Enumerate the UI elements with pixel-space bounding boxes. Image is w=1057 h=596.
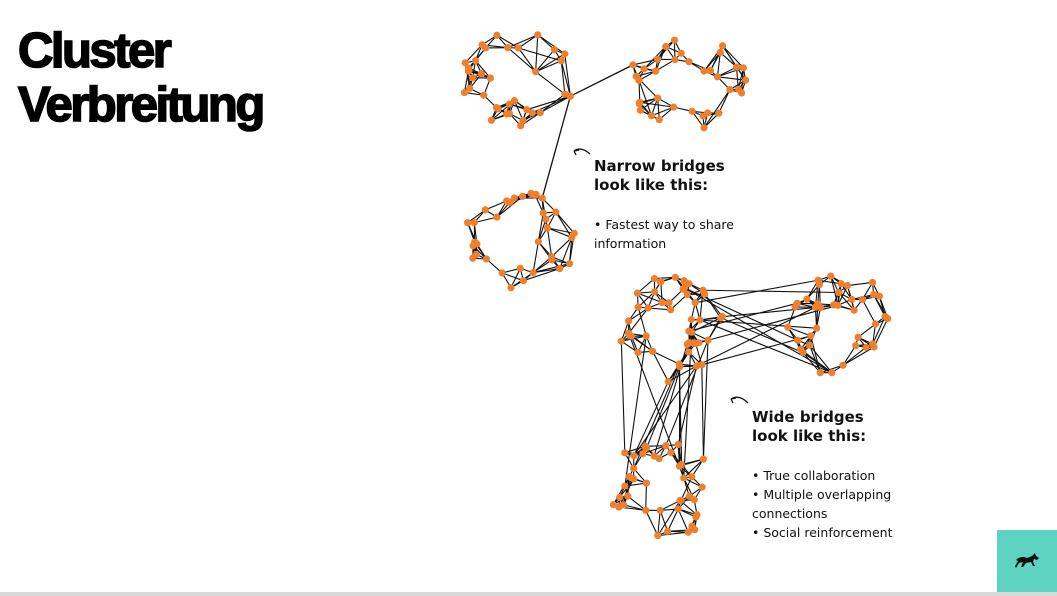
node	[676, 497, 683, 504]
node	[735, 86, 742, 93]
node	[462, 59, 469, 66]
curved-arrow-icon	[574, 149, 590, 154]
node	[664, 528, 671, 535]
node	[848, 296, 855, 303]
wide-bullet-2: • Multiple overlapping	[752, 487, 892, 502]
node	[838, 280, 845, 287]
node	[630, 452, 637, 459]
node	[649, 348, 656, 355]
node	[487, 74, 494, 81]
node	[648, 112, 655, 119]
node	[698, 361, 705, 368]
edge	[565, 54, 571, 96]
node	[625, 317, 632, 324]
node	[844, 282, 851, 289]
node	[461, 89, 468, 96]
node	[657, 278, 664, 285]
node	[685, 328, 692, 335]
node	[539, 194, 546, 201]
edge	[843, 347, 866, 365]
node	[464, 219, 471, 226]
node	[618, 338, 625, 345]
network-diagram	[440, 10, 920, 560]
edge	[719, 90, 730, 114]
edge	[704, 90, 730, 128]
node	[561, 50, 568, 57]
node	[478, 70, 485, 77]
node	[817, 369, 824, 376]
node	[630, 465, 637, 472]
node	[680, 286, 687, 293]
node	[803, 296, 810, 303]
node	[519, 193, 526, 200]
node	[707, 67, 714, 74]
edge	[646, 510, 658, 535]
node	[726, 86, 733, 93]
clusters	[461, 31, 892, 539]
edge	[536, 72, 565, 95]
node	[859, 296, 866, 303]
node	[493, 104, 500, 111]
node	[567, 93, 574, 100]
horse-logo-icon	[1014, 551, 1040, 571]
bottom-rule	[0, 592, 1057, 596]
node	[478, 41, 485, 48]
narrow-bullet-1: • Fastest way to share	[594, 217, 734, 232]
edge	[843, 347, 874, 365]
node	[862, 344, 869, 351]
node	[835, 289, 842, 296]
node	[665, 378, 672, 385]
node	[678, 50, 685, 57]
node	[636, 99, 643, 106]
node	[740, 64, 747, 71]
node	[719, 42, 726, 49]
edge	[717, 68, 743, 77]
cluster-narrow-top-right	[629, 37, 749, 132]
node	[671, 56, 678, 63]
node	[814, 300, 821, 307]
node	[876, 293, 883, 300]
wide-bridge-edge	[684, 288, 797, 340]
node	[534, 31, 541, 38]
node	[830, 301, 837, 308]
node	[473, 240, 480, 247]
node	[493, 32, 500, 39]
node	[472, 57, 479, 64]
node	[797, 346, 804, 353]
narrow-heading-line-1: Narrow bridges	[594, 157, 725, 175]
node	[670, 104, 677, 111]
node	[696, 316, 703, 323]
node	[469, 255, 476, 262]
node	[699, 484, 706, 491]
node	[816, 281, 823, 288]
cluster-narrow-bottom	[464, 190, 578, 292]
node	[616, 494, 623, 501]
node	[688, 316, 695, 323]
node	[872, 320, 879, 327]
node	[685, 529, 692, 536]
node	[688, 473, 695, 480]
edge	[646, 483, 647, 510]
node	[551, 46, 558, 53]
cluster-wide-bottom	[610, 441, 707, 539]
wide-heading-line-2: look like this:	[752, 427, 867, 445]
node	[519, 117, 526, 124]
edge	[536, 50, 555, 72]
node	[643, 480, 650, 487]
node	[482, 206, 489, 213]
node	[642, 507, 649, 514]
page-title	[18, 24, 263, 132]
node	[629, 61, 636, 68]
node	[626, 473, 633, 480]
node	[504, 44, 511, 51]
node	[684, 341, 691, 348]
wide-bridge-edge	[621, 341, 624, 453]
node	[676, 363, 683, 370]
edge	[653, 351, 680, 364]
edge	[705, 294, 721, 318]
cluster-narrow-top-left	[461, 31, 574, 129]
node	[870, 343, 877, 350]
node	[662, 442, 669, 449]
wide-bridge-edge	[703, 340, 708, 459]
node	[634, 290, 641, 297]
edge	[518, 48, 535, 72]
node	[654, 532, 661, 539]
narrow-bullet-1-cont: information	[594, 236, 667, 251]
node	[692, 299, 699, 306]
node	[640, 65, 647, 72]
node	[651, 275, 658, 282]
node	[654, 56, 661, 63]
wide-bullet-3: • Social reinforcement	[752, 525, 893, 540]
node	[621, 449, 628, 456]
node	[643, 332, 650, 339]
node	[535, 238, 542, 245]
node	[827, 272, 834, 279]
edge	[556, 212, 572, 238]
curved-arrow-icon-head	[574, 150, 579, 155]
edge	[508, 35, 538, 48]
node	[671, 37, 678, 44]
node	[634, 349, 641, 356]
node	[645, 304, 652, 311]
node	[537, 109, 544, 116]
node	[854, 334, 861, 341]
wide-bullet-2-cont: connections	[752, 506, 828, 521]
node	[493, 214, 500, 221]
narrow-bridge-edge	[542, 96, 570, 198]
wide-bullet-1: • True collaboration	[752, 468, 876, 483]
node	[548, 253, 555, 260]
node	[637, 107, 644, 114]
node	[635, 77, 642, 84]
node	[717, 49, 724, 56]
node	[511, 194, 518, 201]
node	[530, 269, 537, 276]
node	[471, 219, 478, 226]
node	[657, 507, 664, 514]
node	[852, 342, 859, 349]
edge	[508, 48, 536, 72]
node	[733, 63, 740, 70]
node	[686, 493, 693, 500]
node	[621, 483, 628, 490]
node	[704, 337, 711, 344]
node	[690, 339, 697, 346]
narrow-bridge-edge	[570, 65, 633, 96]
node	[701, 291, 708, 298]
node	[700, 456, 707, 463]
node	[688, 108, 695, 115]
node	[675, 441, 682, 448]
node	[839, 362, 846, 369]
wide-bridge-edge	[721, 318, 804, 353]
node	[652, 68, 659, 75]
node	[691, 526, 698, 533]
node	[714, 73, 721, 80]
node	[680, 474, 687, 481]
node	[507, 284, 514, 291]
curved-arrow-icon-head	[731, 398, 736, 403]
node	[520, 277, 527, 284]
node	[483, 255, 490, 262]
node	[517, 265, 524, 272]
node	[488, 117, 495, 124]
edge	[536, 61, 562, 72]
node	[532, 192, 539, 199]
node	[506, 110, 513, 117]
node	[704, 109, 711, 116]
title-line-2: Verbreitung	[18, 78, 263, 132]
node	[672, 274, 679, 281]
node	[566, 260, 573, 267]
node	[515, 44, 522, 51]
title-line-1: Cluster	[18, 24, 170, 78]
node	[675, 505, 682, 512]
node	[807, 332, 814, 339]
node	[540, 209, 547, 216]
node	[659, 299, 666, 306]
edge	[847, 282, 872, 285]
node	[635, 304, 642, 311]
edge	[533, 242, 538, 273]
node	[662, 43, 669, 50]
node	[511, 97, 518, 104]
node	[700, 67, 707, 74]
node	[884, 315, 891, 322]
node	[869, 279, 876, 286]
node	[503, 197, 510, 204]
cluster-wide-right	[784, 272, 891, 376]
narrow-heading-line-2: look like this:	[594, 176, 709, 194]
edge	[552, 238, 572, 257]
node	[667, 449, 674, 456]
node	[620, 501, 627, 508]
node	[642, 443, 649, 450]
edge	[653, 351, 669, 381]
node	[625, 330, 632, 337]
node	[665, 299, 672, 306]
node	[742, 77, 749, 84]
node	[651, 288, 658, 295]
node	[715, 110, 722, 117]
node	[654, 94, 661, 101]
node	[717, 314, 724, 321]
node	[806, 342, 813, 349]
logo-button[interactable]	[997, 530, 1057, 592]
node	[552, 208, 559, 215]
node	[685, 58, 692, 65]
node	[469, 74, 476, 81]
node	[784, 324, 791, 331]
node	[480, 92, 487, 99]
node	[667, 306, 674, 313]
node	[571, 230, 578, 237]
wide-heading-line-1: Wide bridges	[752, 408, 864, 426]
node	[624, 493, 631, 500]
node	[542, 216, 549, 223]
node	[813, 325, 820, 332]
node	[529, 109, 536, 116]
node	[828, 369, 835, 376]
node	[685, 280, 692, 287]
node	[685, 348, 692, 355]
wide-bridge-edge	[646, 367, 679, 448]
node	[700, 124, 707, 131]
node	[558, 57, 565, 64]
node	[556, 265, 563, 272]
node	[676, 463, 683, 470]
node	[544, 224, 551, 231]
node	[532, 68, 539, 75]
node	[499, 269, 506, 276]
edge	[862, 299, 875, 324]
node	[693, 511, 700, 518]
node	[656, 455, 663, 462]
node	[656, 116, 663, 123]
node	[851, 307, 858, 314]
node	[792, 303, 799, 310]
wide-bridge-edge	[702, 365, 704, 459]
node	[794, 337, 801, 344]
